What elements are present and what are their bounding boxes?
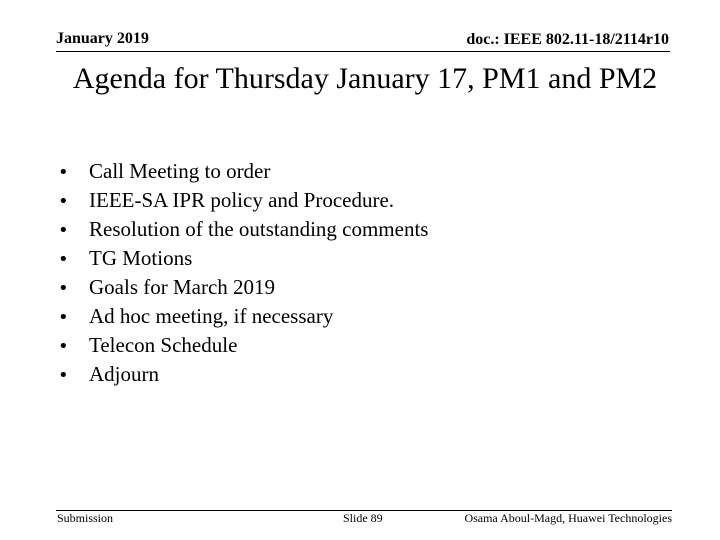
bullet-icon: •: [58, 307, 69, 328]
footer-author: Osama Aboul-Magd, Huawei Technologies: [464, 511, 672, 525]
footer-submission: Submission: [57, 511, 114, 525]
agenda-item: [58, 244, 428, 273]
bullet-icon: •: [58, 278, 69, 299]
header-date: January 2019: [56, 30, 149, 47]
bullet-icon: •: [58, 220, 69, 241]
agenda-item: [58, 186, 428, 215]
bullet-icon: •: [58, 191, 69, 212]
bullet-icon: •: [58, 336, 69, 357]
bullet-icon: •: [58, 249, 69, 270]
agenda-item-text: Telecon Schedule: [89, 333, 238, 357]
footer-slide-number: Slide 89: [343, 511, 383, 525]
header-divider: [56, 51, 670, 52]
agenda-item-text: Call Meeting to order: [89, 159, 271, 183]
agenda-item: [58, 273, 428, 302]
slide-title: Agenda for Thursday January 17, PM1 and PM2: [72, 62, 658, 95]
agenda-item-text: Adjourn: [89, 362, 159, 386]
agenda-item: [58, 331, 428, 360]
agenda-item: [58, 302, 428, 331]
agenda-item: [58, 157, 428, 186]
header-doc-id: doc.: IEEE 802.11-18/2114r10: [466, 31, 669, 48]
agenda-item-text: IEEE-SA IPR policy and Procedure.: [89, 188, 395, 212]
agenda-item: [58, 360, 428, 389]
bullet-icon: •: [58, 162, 69, 183]
agenda-item-text: Goals for March 2019: [89, 275, 276, 299]
bullet-icon: •: [58, 365, 69, 386]
agenda-item-text: Resolution of the outstanding comments: [89, 217, 429, 241]
agenda-item-text: TG Motions: [89, 246, 193, 270]
agenda-item: [58, 215, 428, 244]
agenda-list: [58, 157, 428, 389]
agenda-item-text: Ad hoc meeting, if necessary: [89, 304, 334, 328]
